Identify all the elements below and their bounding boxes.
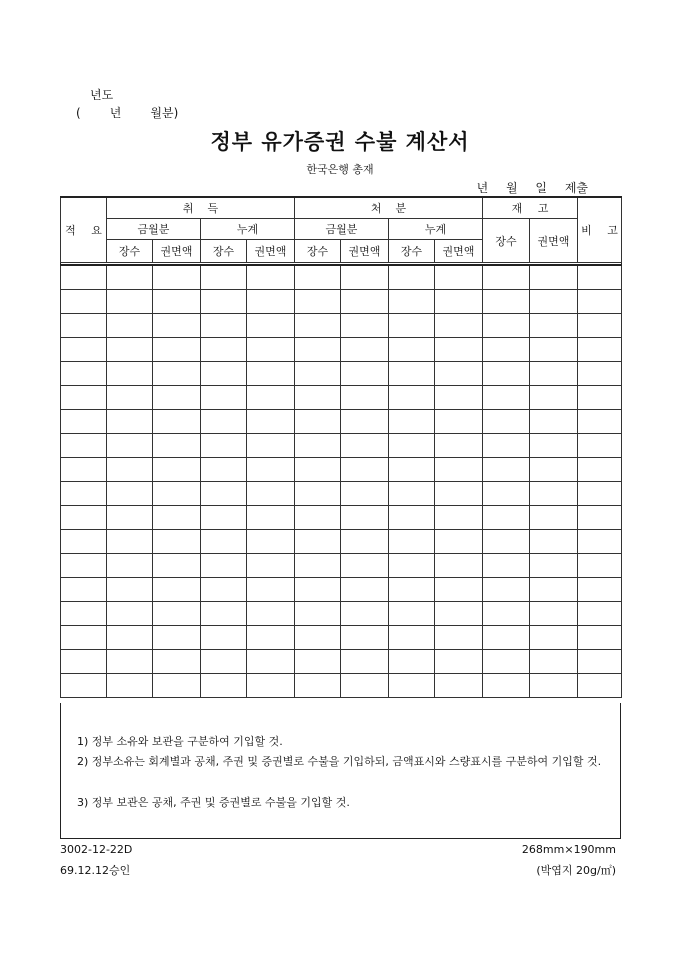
- count-header: 장수: [107, 240, 153, 263]
- table-cell[interactable]: [578, 626, 622, 650]
- table-cell[interactable]: [295, 650, 341, 674]
- table-cell[interactable]: [435, 362, 483, 386]
- table-cell[interactable]: [107, 458, 153, 482]
- table-cell[interactable]: [153, 674, 201, 698]
- table-cell[interactable]: [201, 482, 247, 506]
- table-cell[interactable]: [578, 506, 622, 530]
- table-cell[interactable]: [483, 434, 530, 458]
- table-cell[interactable]: [483, 458, 530, 482]
- table-cell[interactable]: [153, 602, 201, 626]
- face-value-header: 권면액: [435, 240, 483, 263]
- table-cell[interactable]: [483, 506, 530, 530]
- table-cell[interactable]: [341, 554, 389, 578]
- table-cell[interactable]: [389, 290, 435, 314]
- table-cell[interactable]: [341, 650, 389, 674]
- table-cell[interactable]: [107, 482, 153, 506]
- table-cell[interactable]: [483, 410, 530, 434]
- year-line: 년도: [90, 88, 114, 102]
- page-title: 정부 유가증권 수불 계산서: [210, 129, 470, 154]
- table-row: [61, 265, 622, 290]
- period-line: ( 년 월분): [76, 106, 179, 120]
- table-cell[interactable]: [389, 482, 435, 506]
- table-cell[interactable]: [483, 674, 530, 698]
- table-cell[interactable]: [483, 362, 530, 386]
- table-cell[interactable]: [295, 674, 341, 698]
- table-cell[interactable]: [295, 338, 341, 362]
- table-cell[interactable]: [295, 434, 341, 458]
- table-cell[interactable]: [61, 434, 107, 458]
- table-cell[interactable]: [389, 314, 435, 338]
- table-cell[interactable]: [483, 650, 530, 674]
- table-cell[interactable]: [389, 554, 435, 578]
- table-cell[interactable]: [295, 554, 341, 578]
- table-cell[interactable]: [435, 458, 483, 482]
- table-cell[interactable]: [530, 554, 578, 578]
- table-cell[interactable]: [389, 458, 435, 482]
- table-cell[interactable]: [389, 434, 435, 458]
- table-cell[interactable]: [153, 434, 201, 458]
- table-cell[interactable]: [153, 386, 201, 410]
- form-code: 3002-12-22D: [60, 843, 133, 856]
- table-cell[interactable]: [578, 386, 622, 410]
- table-cell[interactable]: [61, 530, 107, 554]
- table-cell[interactable]: [153, 578, 201, 602]
- table-cell[interactable]: [107, 650, 153, 674]
- table-cell[interactable]: [201, 554, 247, 578]
- table-cell[interactable]: [578, 554, 622, 578]
- table-cell[interactable]: [201, 362, 247, 386]
- table-cell[interactable]: [201, 265, 247, 290]
- table-row: [61, 602, 622, 626]
- table-cell[interactable]: [530, 314, 578, 338]
- table-cell[interactable]: [530, 265, 578, 290]
- table-cell[interactable]: [61, 410, 107, 434]
- notes-box: [60, 703, 621, 839]
- count-header: 장수: [389, 240, 435, 263]
- table-cell[interactable]: [435, 506, 483, 530]
- table-cell[interactable]: [389, 650, 435, 674]
- table-cell[interactable]: [530, 602, 578, 626]
- table-cell[interactable]: [61, 458, 107, 482]
- table-cell[interactable]: [61, 265, 107, 290]
- table-cell[interactable]: [483, 530, 530, 554]
- table-cell[interactable]: [341, 338, 389, 362]
- table-cell[interactable]: [295, 578, 341, 602]
- note-3: 3) 정부 보관은 공채, 주권 및 증권별로 수불을 기입할 것.: [77, 796, 350, 809]
- table-cell[interactable]: [153, 410, 201, 434]
- table-cell[interactable]: [107, 434, 153, 458]
- table-cell[interactable]: [247, 554, 295, 578]
- table-cell[interactable]: [247, 386, 295, 410]
- table-cell[interactable]: [295, 314, 341, 338]
- table-cell[interactable]: [389, 506, 435, 530]
- table-cell[interactable]: [61, 290, 107, 314]
- issuer: 한국은행 총재: [306, 163, 374, 176]
- table-cell[interactable]: [107, 338, 153, 362]
- group-disposal-header: 처 분: [295, 197, 483, 219]
- table-cell[interactable]: [530, 434, 578, 458]
- table-cell[interactable]: [107, 386, 153, 410]
- table-cell[interactable]: [295, 362, 341, 386]
- note-1: 1) 정부 소유와 보관을 구분하여 기입할 것.: [77, 735, 283, 748]
- table-cell[interactable]: [153, 650, 201, 674]
- face-value-header: 권면액: [247, 240, 295, 263]
- table-row: [61, 410, 622, 434]
- table-cell[interactable]: [295, 530, 341, 554]
- table-cell[interactable]: [435, 410, 483, 434]
- count-header: 장수: [201, 240, 247, 263]
- disp-this-month-header: 금월분: [295, 219, 389, 240]
- table-cell[interactable]: [247, 626, 295, 650]
- table-cell[interactable]: [247, 506, 295, 530]
- table-cell[interactable]: [389, 265, 435, 290]
- table-cell[interactable]: [247, 602, 295, 626]
- table-cell[interactable]: [530, 626, 578, 650]
- table-cell[interactable]: [435, 554, 483, 578]
- table-row: [61, 530, 622, 554]
- table-cell[interactable]: [153, 482, 201, 506]
- table-cell[interactable]: [483, 265, 530, 290]
- table-row: [61, 434, 622, 458]
- table-cell[interactable]: [389, 386, 435, 410]
- table-cell[interactable]: [435, 386, 483, 410]
- table-cell[interactable]: [201, 650, 247, 674]
- table-cell[interactable]: [578, 458, 622, 482]
- table-cell[interactable]: [435, 290, 483, 314]
- face-value-header: 권면액: [153, 240, 201, 263]
- table-cell[interactable]: [153, 626, 201, 650]
- table-cell[interactable]: [389, 674, 435, 698]
- table-cell[interactable]: [530, 674, 578, 698]
- table-row: [61, 674, 622, 698]
- table-cell[interactable]: [530, 290, 578, 314]
- table-cell[interactable]: [201, 578, 247, 602]
- table-cell[interactable]: [435, 626, 483, 650]
- table-cell[interactable]: [578, 314, 622, 338]
- table-cell[interactable]: [247, 362, 295, 386]
- table-cell[interactable]: [247, 482, 295, 506]
- face-value-header: 권면액: [341, 240, 389, 263]
- table-cell[interactable]: [341, 530, 389, 554]
- table-cell[interactable]: [389, 530, 435, 554]
- group-inventory-header: 재 고: [483, 197, 578, 219]
- table-cell[interactable]: [153, 290, 201, 314]
- table-cell[interactable]: [578, 362, 622, 386]
- size-spec: 268mm×190mm: [521, 843, 616, 856]
- paper-spec: (박엽지 20g/㎡): [536, 864, 616, 877]
- table-cell[interactable]: [247, 290, 295, 314]
- table-cell[interactable]: [153, 338, 201, 362]
- table-cell[interactable]: [578, 434, 622, 458]
- table-cell[interactable]: [107, 602, 153, 626]
- table-cell[interactable]: [389, 626, 435, 650]
- table-cell[interactable]: [389, 410, 435, 434]
- table-cell[interactable]: [61, 674, 107, 698]
- table-cell[interactable]: [107, 626, 153, 650]
- table-cell[interactable]: [107, 506, 153, 530]
- table-cell[interactable]: [483, 482, 530, 506]
- table-cell[interactable]: [107, 265, 153, 290]
- table-cell[interactable]: [247, 314, 295, 338]
- table-cell[interactable]: [530, 458, 578, 482]
- table-cell[interactable]: [107, 674, 153, 698]
- table-cell[interactable]: [578, 578, 622, 602]
- table-cell[interactable]: [201, 338, 247, 362]
- table-cell[interactable]: [107, 530, 153, 554]
- table-row: [61, 338, 622, 362]
- table-cell[interactable]: [530, 650, 578, 674]
- table-cell[interactable]: [61, 602, 107, 626]
- table-cell[interactable]: [530, 578, 578, 602]
- table-cell[interactable]: [530, 338, 578, 362]
- col-remarks-header: 비 고: [578, 197, 622, 263]
- table-cell[interactable]: [295, 265, 341, 290]
- ledger-table: [60, 196, 622, 698]
- table-cell[interactable]: [295, 386, 341, 410]
- table-cell[interactable]: [247, 530, 295, 554]
- table-row: [61, 506, 622, 530]
- table-cell[interactable]: [341, 578, 389, 602]
- table-cell[interactable]: [435, 602, 483, 626]
- table-cell[interactable]: [295, 506, 341, 530]
- table-cell[interactable]: [61, 338, 107, 362]
- table-cell[interactable]: [201, 314, 247, 338]
- table-cell[interactable]: [61, 386, 107, 410]
- table-cell[interactable]: [153, 506, 201, 530]
- table-cell[interactable]: [483, 602, 530, 626]
- table-cell[interactable]: [153, 362, 201, 386]
- table-cell[interactable]: [201, 434, 247, 458]
- approval-date: 69.12.12승인: [60, 864, 131, 877]
- table-row: [61, 458, 622, 482]
- table-cell[interactable]: [61, 650, 107, 674]
- inv-face-value-header: 권면액: [530, 219, 578, 263]
- table-cell[interactable]: [153, 554, 201, 578]
- table-cell[interactable]: [107, 290, 153, 314]
- table-cell[interactable]: [61, 578, 107, 602]
- table-cell[interactable]: [61, 482, 107, 506]
- table-cell[interactable]: [341, 458, 389, 482]
- table-cell[interactable]: [295, 290, 341, 314]
- table-cell[interactable]: [389, 602, 435, 626]
- count-header: 장수: [295, 240, 341, 263]
- table-cell[interactable]: [295, 410, 341, 434]
- table-cell[interactable]: [295, 482, 341, 506]
- table-cell[interactable]: [483, 338, 530, 362]
- table-cell[interactable]: [578, 410, 622, 434]
- table-cell[interactable]: [341, 386, 389, 410]
- table-cell[interactable]: [247, 410, 295, 434]
- col-summary-header: 적 요: [61, 197, 107, 263]
- table-cell[interactable]: [201, 602, 247, 626]
- note-2: 2) 정부소유는 회계별과 공채, 주권 및 증권별로 수불을 기입하되, 금액표시와 스량표시를 구분하여 기입할 것.: [77, 755, 602, 768]
- table-cell[interactable]: [201, 386, 247, 410]
- table-cell[interactable]: [201, 290, 247, 314]
- table-cell[interactable]: [341, 434, 389, 458]
- table-cell[interactable]: [341, 265, 389, 290]
- table-cell[interactable]: [578, 674, 622, 698]
- table-cell[interactable]: [435, 674, 483, 698]
- table-cell[interactable]: [247, 458, 295, 482]
- table-cell[interactable]: [61, 554, 107, 578]
- disp-cumulative-header: 누계: [389, 219, 483, 240]
- table-cell[interactable]: [201, 530, 247, 554]
- table-row: [61, 386, 622, 410]
- table-cell[interactable]: [201, 458, 247, 482]
- table-cell[interactable]: [483, 554, 530, 578]
- acq-cumulative-header: 누계: [201, 219, 295, 240]
- table-cell[interactable]: [247, 674, 295, 698]
- table-cell[interactable]: [295, 626, 341, 650]
- table-cell[interactable]: [435, 578, 483, 602]
- ledger-body: [61, 265, 622, 698]
- table-cell[interactable]: [578, 290, 622, 314]
- table-cell[interactable]: [341, 674, 389, 698]
- table-cell[interactable]: [341, 410, 389, 434]
- table-cell[interactable]: [201, 626, 247, 650]
- table-cell[interactable]: [153, 314, 201, 338]
- table-cell[interactable]: [107, 578, 153, 602]
- table-cell[interactable]: [435, 530, 483, 554]
- table-cell[interactable]: [341, 626, 389, 650]
- table-cell[interactable]: [153, 530, 201, 554]
- table-cell[interactable]: [247, 265, 295, 290]
- table-cell[interactable]: [578, 650, 622, 674]
- table-cell[interactable]: [61, 362, 107, 386]
- table-cell[interactable]: [435, 265, 483, 290]
- submit-date: 년 월 일 제출: [476, 181, 588, 195]
- table-cell[interactable]: [435, 338, 483, 362]
- table-cell[interactable]: [389, 338, 435, 362]
- table-cell[interactable]: [578, 602, 622, 626]
- table-row: [61, 578, 622, 602]
- table-cell[interactable]: [153, 265, 201, 290]
- table-cell[interactable]: [341, 482, 389, 506]
- table-cell[interactable]: [483, 290, 530, 314]
- table-cell[interactable]: [435, 650, 483, 674]
- table-cell[interactable]: [483, 578, 530, 602]
- table-row: [61, 314, 622, 338]
- table-row: [61, 290, 622, 314]
- table-cell[interactable]: [483, 314, 530, 338]
- table-cell[interactable]: [341, 362, 389, 386]
- table-cell[interactable]: [107, 314, 153, 338]
- table-cell[interactable]: [530, 410, 578, 434]
- table-cell[interactable]: [61, 626, 107, 650]
- table-cell[interactable]: [389, 362, 435, 386]
- group-acquisition-header: 취 득: [107, 197, 295, 219]
- table-cell[interactable]: [341, 506, 389, 530]
- table-cell[interactable]: [61, 506, 107, 530]
- table-cell[interactable]: [389, 578, 435, 602]
- table-cell[interactable]: [530, 362, 578, 386]
- table-cell[interactable]: [201, 410, 247, 434]
- acq-this-month-header: 금월분: [107, 219, 201, 240]
- table-row: [61, 554, 622, 578]
- table-cell[interactable]: [107, 362, 153, 386]
- table-cell[interactable]: [578, 338, 622, 362]
- table-row: [61, 650, 622, 674]
- table-cell[interactable]: [107, 410, 153, 434]
- table-cell[interactable]: [483, 386, 530, 410]
- table-cell[interactable]: [247, 650, 295, 674]
- table-cell[interactable]: [295, 602, 341, 626]
- table-cell[interactable]: [578, 482, 622, 506]
- table-cell[interactable]: [61, 314, 107, 338]
- table-cell[interactable]: [578, 530, 622, 554]
- table-cell[interactable]: [107, 554, 153, 578]
- inv-count-header: 장수: [483, 219, 530, 263]
- table-row: [61, 626, 622, 650]
- table-cell[interactable]: [247, 338, 295, 362]
- table-cell[interactable]: [341, 602, 389, 626]
- table-cell[interactable]: [530, 506, 578, 530]
- table-cell[interactable]: [483, 626, 530, 650]
- table-row: [61, 362, 622, 386]
- table-cell[interactable]: [295, 458, 341, 482]
- table-cell[interactable]: [530, 530, 578, 554]
- table-row: [61, 482, 622, 506]
- table-cell[interactable]: [341, 290, 389, 314]
- table-cell[interactable]: [201, 674, 247, 698]
- table-cell[interactable]: [435, 434, 483, 458]
- table-cell[interactable]: [530, 386, 578, 410]
- table-cell[interactable]: [530, 482, 578, 506]
- table-cell[interactable]: [578, 265, 622, 290]
- table-cell[interactable]: [435, 314, 483, 338]
- table-cell[interactable]: [247, 578, 295, 602]
- table-cell[interactable]: [341, 314, 389, 338]
- table-cell[interactable]: [247, 434, 295, 458]
- table-cell[interactable]: [153, 458, 201, 482]
- table-cell[interactable]: [435, 482, 483, 506]
- table-cell[interactable]: [201, 506, 247, 530]
